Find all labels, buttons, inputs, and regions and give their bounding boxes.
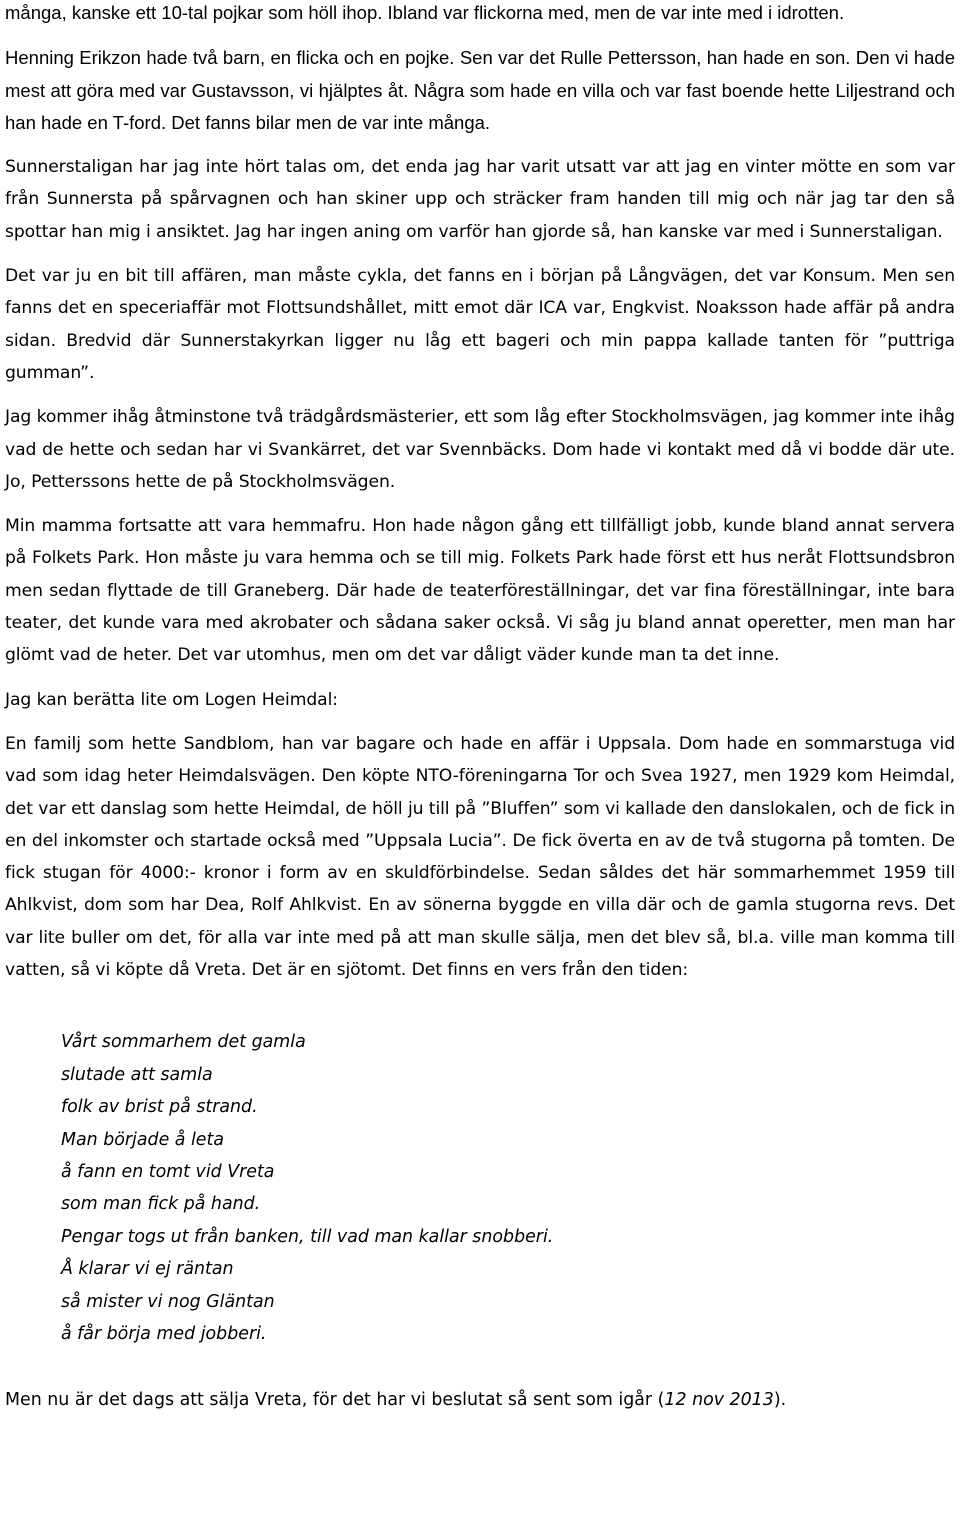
- paragraph-1: många, kanske ett 10-tal pojkar som höll ihop. Ibland var flickorna med, men de var inte med i idrotten.: [5, 2, 845, 23]
- paragraph-7: Jag kan berätta lite om Logen Heimdal:: [5, 689, 338, 710]
- paragraph-3: Sunnerstaligan har jag inte hört talas om, det enda jag har varit utsatt var att jag en vinter mötte en som var från Sunnersta på spårvagnen och han skiner upp och sträcker fram handen till mig och när jag tar den så spottar han mig i ansiktet. Jag har ingen aning om varför han gjorde så, han kanske var med i Sunnerstaligan.: [5, 157, 955, 242]
- paragraph-5: Jag kommer ihåg åtminstone två trädgårdsmästerier, ett som låg efter Stockholmsvägen, jag kommer inte ihåg vad de hette och sedan har vi Svankärret, det var Svennbäcks. Dom hade vi kontakt med då vi bodde där ute. Jo, Petterssons hette de på Stockholmsvägen.: [5, 407, 955, 492]
- final-text: Men nu är det dags att sälja Vreta, för det har vi beslutat så sent som igår (: [5, 1390, 665, 1411]
- poem-line: så mister vi nog Gläntan: [61, 1291, 275, 1312]
- poem-line: slutade att samla: [61, 1064, 213, 1085]
- paragraph-2: Henning Erikzon hade två barn, en flicka och en pojke. Sen var det Rulle Pettersson, han hade en son. Den vi hade mest att göra med var Gustavsson, vi hjälptes åt. Några som hade en villa och var fast boende hette Liljestrand och han hade en T-ford. Det fanns bilar men de var inte många.: [5, 47, 955, 133]
- paragraph-6: Min mamma fortsatte att vara hemmafru. Hon hade någon gång ett tillfälligt jobb, kunde bland annat servera på Folkets Park. Hon måste ju vara hemma och se till mig. Folkets Park hade först ett hus neråt Flottsundsbron men sedan flyttade de till Graneberg. Där hade de teaterföreställningar, det var fina föreställningar, inte bara teater, det kunde vara med akrobater och sådana saker också. Vi såg ju bland annat operetter, men man har glömt vad de heter. Det var utomhus, men om det var dåligt väder kunde man ta det inne.: [5, 516, 955, 666]
- poem-verse: [61, 1026, 955, 1350]
- poem-line: som man fick på hand.: [61, 1194, 261, 1215]
- final-text-end: ).: [773, 1390, 787, 1411]
- final-paragraph: [5, 1384, 955, 1416]
- paragraph-4: Det var ju en bit till affären, man måste cykla, det fanns en i början på Långvägen, det var Konsum. Men sen fanns det en speceriaffär mot Flottsundshållet, mitt emot där ICA var, Engkvist. Noaksson hade affär på andra sidan. Bredvid där Sunnerstakyrkan ligger nu låg ett bageri och min pappa kallade tanten för ”puttriga gumman”.: [5, 266, 955, 383]
- poem-line: å får börja med jobberi.: [61, 1323, 267, 1344]
- final-date: 12 nov 2013: [664, 1390, 774, 1411]
- poem-line: Pengar togs ut från banken, till vad man kallar snobberi.: [61, 1226, 554, 1247]
- poem-line: å fann en tomt vid Vreta: [61, 1161, 275, 1182]
- poem-line: folk av brist på strand.: [61, 1097, 258, 1118]
- paragraph-8: En familj som hette Sandblom, han var bagare och hade en affär i Uppsala. Dom hade en sommarstuga vid vad som idag heter Heimdalsvägen. Den köpte NTO-föreningarna Tor och Svea 1927, men 1929 kom Heimdal, det var ett danslag som hette Heimdal, de höll ju till på ”Bluffen” som vi kallade den danslokalen, och de fick in en del inkomster och startade också med ”Uppsala Lucia”. De fick överta en av de två stugorna på tomten. De fick stugan för 4000:- kronor i form av en skuldförbindelse. Sedan såldes det här sommarhemmet 1959 till Ahlkvist, dom som har Dea, Rolf Ahlkvist. En av sönerna byggde en villa där och de gamla stugorna revs. Det var lite buller om det, för alla var inte med på att man skulle sälja, men det blev så, bl.a. ville man komma till vatten, så vi köpte då Vreta. Det är en sjötomt. Det finns en vers från den tiden:: [5, 733, 955, 981]
- poem-line: Man började å leta: [61, 1129, 224, 1150]
- poem-line: Å klarar vi ej räntan: [61, 1259, 234, 1280]
- document-page: [5, 0, 955, 1416]
- poem-line: Vårt sommarhem det gamla: [61, 1032, 306, 1053]
